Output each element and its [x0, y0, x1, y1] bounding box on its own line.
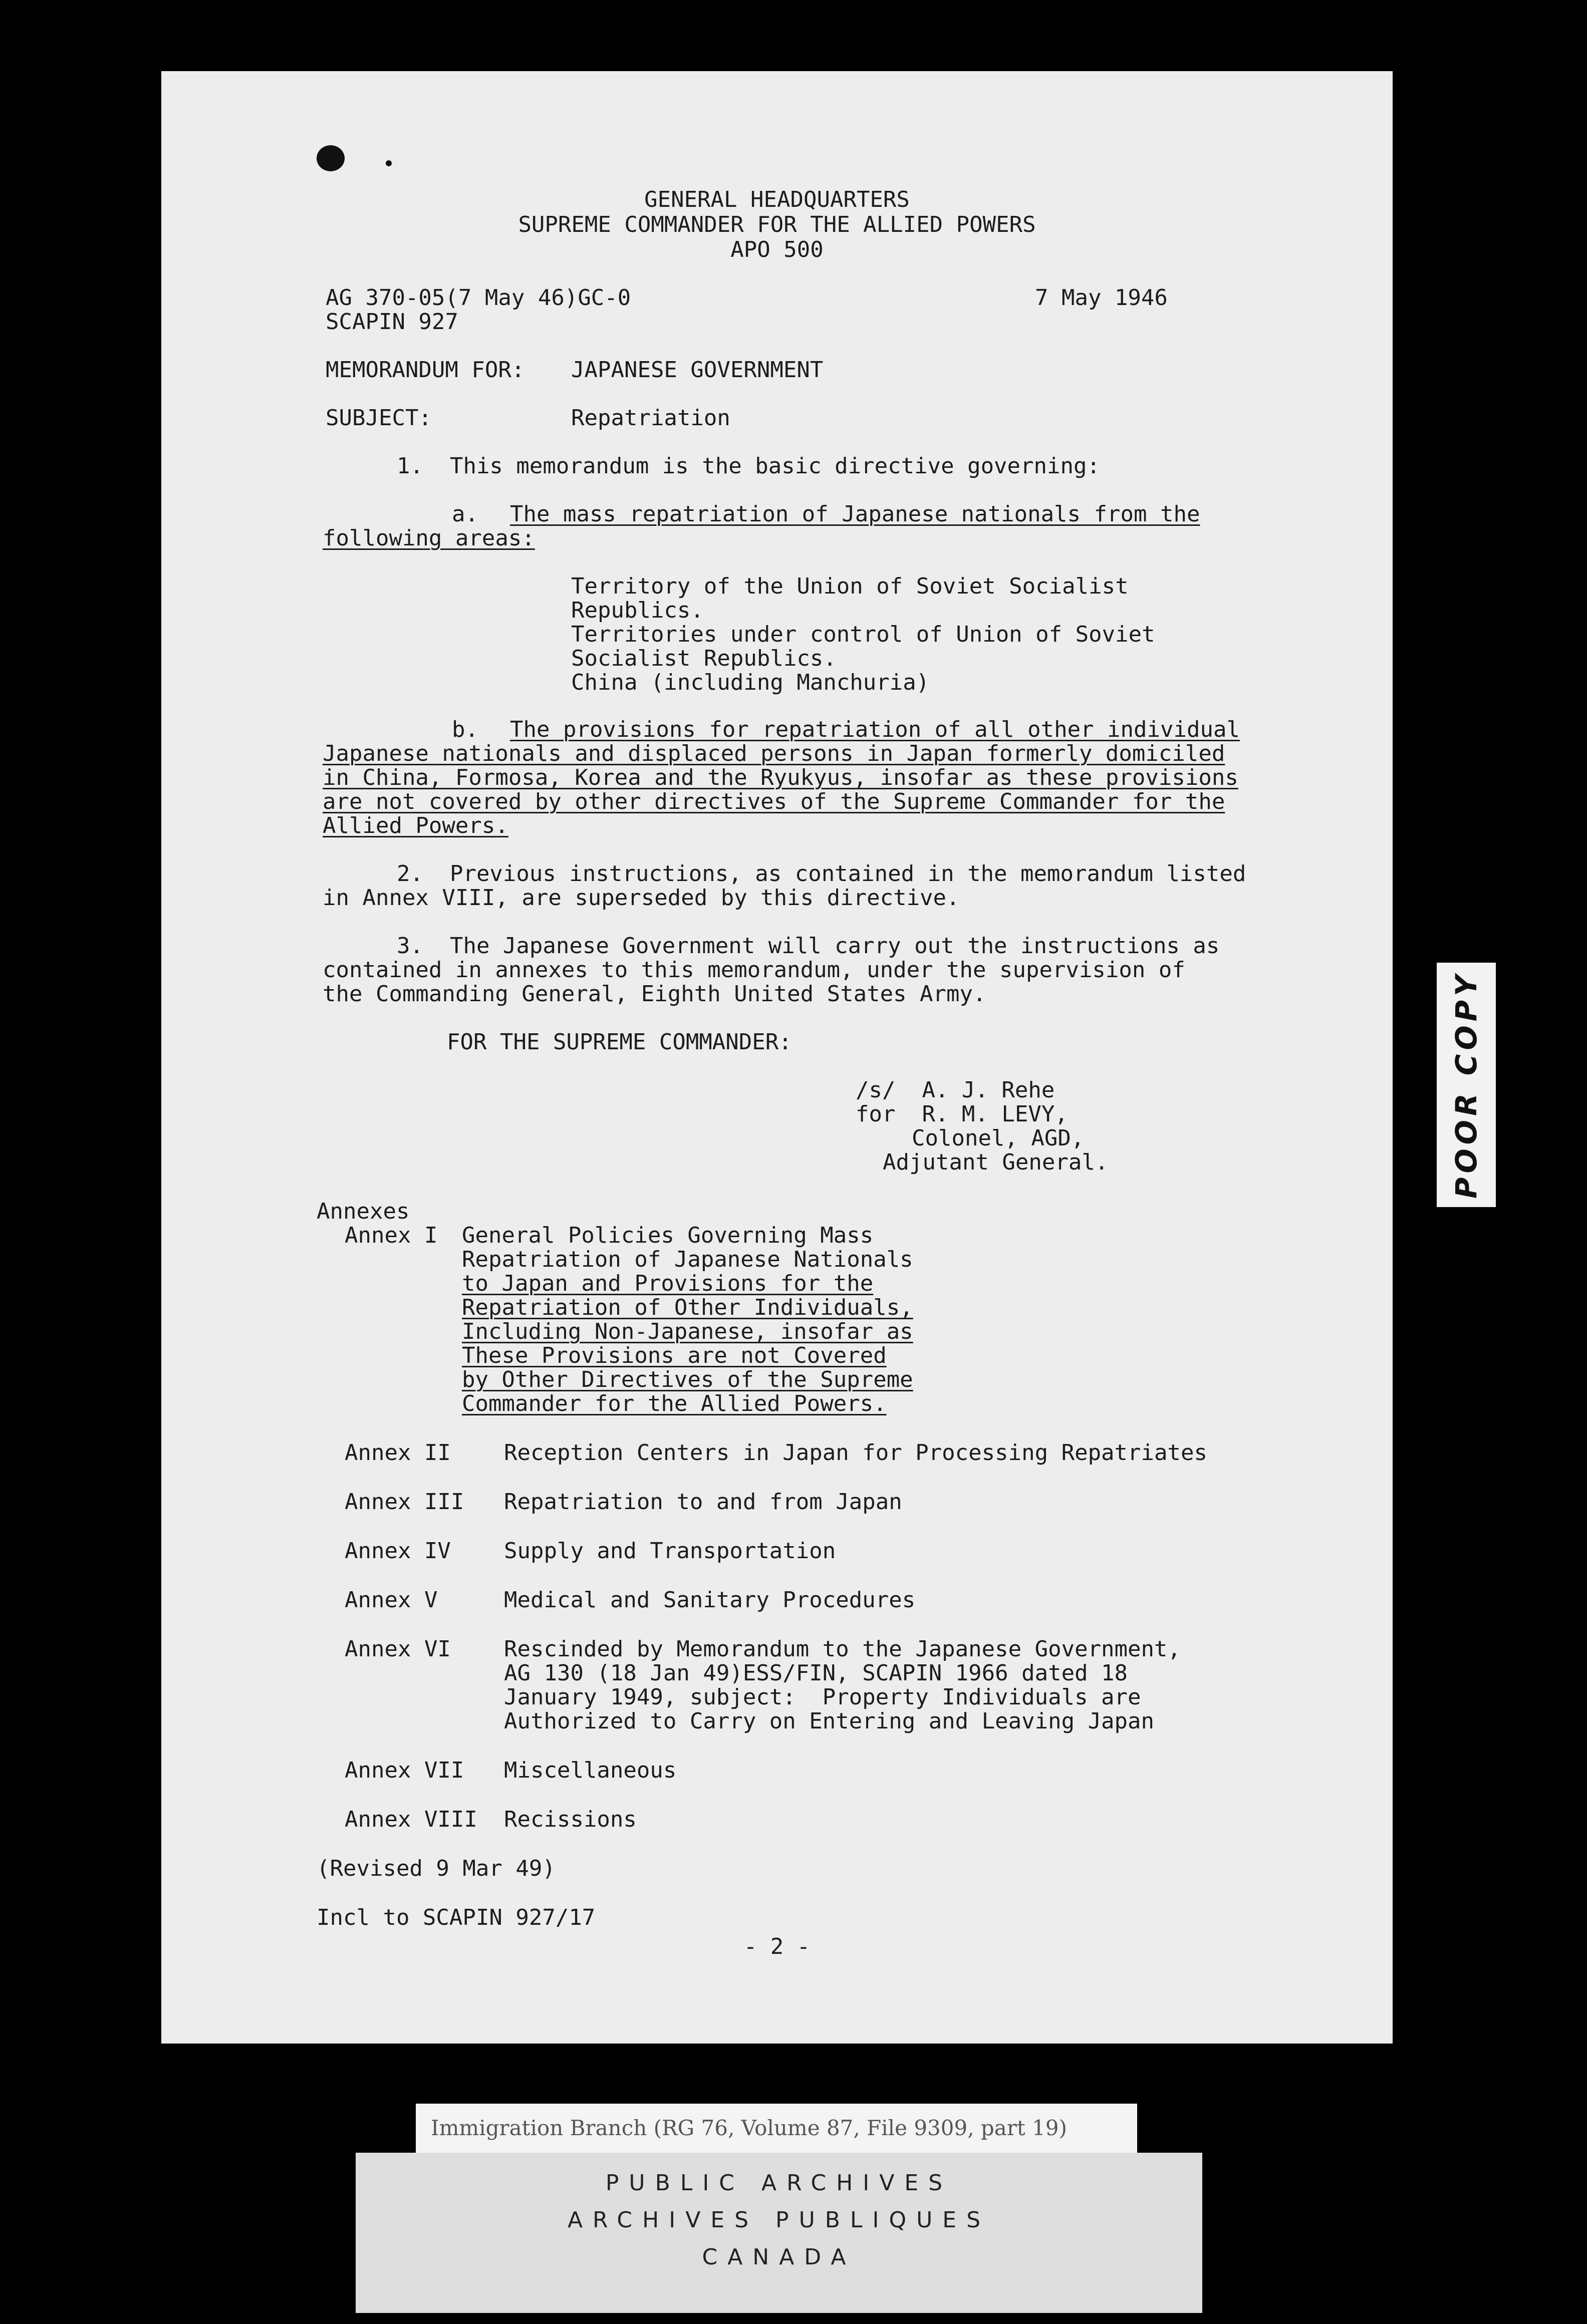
scapin-number: SCAPIN 927: [326, 309, 458, 335]
annex-8-label: Annex VIII: [345, 1807, 477, 1832]
annex-1-line: Repatriation of Japanese Nationals: [462, 1247, 913, 1272]
archives-line-2: ARCHIVES PUBLIQUES: [567, 2207, 991, 2233]
signature-line-1: /s/ A. J. Rehe: [856, 1077, 1055, 1103]
punch-hole-small: [386, 160, 392, 166]
paragraph-1a-line-2: following areas:: [323, 525, 535, 551]
annex-4-label: Annex IV: [345, 1538, 451, 1564]
public-archives-stamp: [356, 2153, 1202, 2313]
annex-3-label: Annex III: [345, 1489, 464, 1515]
signoff-line: FOR THE SUPREME COMMANDER:: [447, 1029, 792, 1055]
annex-1-line: by Other Directives of the Supreme: [462, 1367, 913, 1392]
paragraph-1b-line: in China, Formosa, Korea and the Ryukyus, insofar as these provisions: [323, 765, 1238, 790]
annex-6-line: Authorized to Carry on Entering and Leaving Japan: [504, 1708, 1155, 1734]
annex-6-line: Rescinded by Memorandum to the Japanese Government,: [504, 1636, 1181, 1662]
ag-reference: AG 370-05(7 May 46)GC-0: [326, 285, 631, 311]
document-date: 7 May 1946: [1035, 285, 1168, 311]
annex-3-title: Repatriation to and from Japan: [504, 1489, 902, 1515]
poor-copy-stamp: [1437, 963, 1496, 1207]
header-line-2: SUPREME COMMANDER FOR THE ALLIED POWERS: [518, 212, 1036, 237]
paragraph-1a-label: a.: [452, 501, 478, 527]
annex-7-title: Miscellaneous: [504, 1758, 677, 1783]
header-line-3: APO 500: [730, 237, 824, 262]
annex-2-title: Reception Centers in Japan for Processing Repatriates: [504, 1440, 1207, 1466]
page-number: - 2 -: [743, 1934, 811, 1959]
punch-hole: [317, 145, 345, 171]
annex-6-line: January 1949, subject: Property Individuals are: [504, 1684, 1141, 1710]
paragraph-3-line-2: contained in annexes to this memorandum, under the supervision of: [323, 957, 1185, 983]
memo-for-value: JAPANESE GOVERNMENT: [571, 357, 824, 383]
annex-4-title: Supply and Transportation: [504, 1538, 836, 1564]
subject-value: Repatriation: [571, 405, 730, 431]
subject-label: SUBJECT:: [326, 405, 432, 431]
document-page: [161, 71, 1393, 2044]
annex-1-line: These Provisions are not Covered: [462, 1343, 887, 1368]
paragraph-1-intro: 1. This memorandum is the basic directive governing:: [397, 453, 1100, 479]
area-line: Republics.: [571, 598, 704, 623]
annexes-heading: Annexes: [317, 1199, 410, 1224]
annex-1-line: Repatriation of Other Individuals,: [462, 1295, 913, 1320]
archives-line-1: PUBLIC ARCHIVES: [605, 2170, 953, 2196]
annex-1-line: to Japan and Provisions for the: [462, 1271, 874, 1296]
area-line: China (including Manchuria): [571, 670, 930, 695]
annex-5-label: Annex V: [345, 1587, 438, 1613]
annex-1-line: General Policies Governing Mass: [462, 1223, 874, 1248]
paragraph-3-line-3: the Commanding General, Eighth United States Army.: [323, 981, 986, 1007]
area-line: Territory of the Union of Soviet Socialist: [571, 573, 1129, 599]
annex-8-title: Recissions: [504, 1807, 637, 1832]
annex-7-label: Annex VII: [345, 1758, 464, 1783]
poor-copy-text: POOR COPY: [1449, 971, 1483, 1199]
archives-line-3: CANADA: [702, 2244, 856, 2270]
inclosure-note: Incl to SCAPIN 927/17: [317, 1905, 596, 1930]
signature-line-4: Adjutant General.: [883, 1149, 1109, 1175]
annex-1-line: Commander for the Allied Powers.: [462, 1391, 887, 1416]
annex-1-label: Annex I: [345, 1223, 438, 1248]
area-line: Socialist Republics.: [571, 646, 837, 671]
paragraph-1b-line: are not covered by other directives of the Supreme Commander for the: [323, 789, 1225, 814]
annex-5-title: Medical and Sanitary Procedures: [504, 1587, 916, 1613]
paragraph-2-line-2: in Annex VIII, are superseded by this directive.: [323, 885, 960, 911]
revised-note: (Revised 9 Mar 49): [317, 1856, 556, 1881]
paragraph-1b-line: Allied Powers.: [323, 813, 508, 838]
paragraph-2-line-1: 2. Previous instructions, as contained in the memorandum listed: [397, 861, 1246, 887]
archive-reference-label: Immigration Branch (RG 76, Volume 87, File 9309, part 19): [416, 2104, 1137, 2153]
annex-2-label: Annex II: [345, 1440, 451, 1466]
paragraph-1b-label: b.: [452, 717, 478, 742]
annex-1-line: Including Non-Japanese, insofar as: [462, 1319, 913, 1344]
paragraph-1a-line-1: The mass repatriation of Japanese nationals from the: [510, 501, 1200, 527]
paragraph-1b-line: Japanese nationals and displaced persons in Japan formerly domiciled: [323, 741, 1225, 766]
area-line: Territories under control of Union of Soviet: [571, 622, 1155, 647]
annex-6-line: AG 130 (18 Jan 49)ESS/FIN, SCAPIN 1966 dated 18: [504, 1660, 1128, 1686]
annex-6-label: Annex VI: [345, 1636, 451, 1662]
paragraph-1b-line-1: The provisions for repatriation of all other individual: [510, 717, 1240, 742]
signature-line-3: Colonel, AGD,: [912, 1125, 1085, 1151]
header-line-1: GENERAL HEADQUARTERS: [644, 187, 910, 212]
signature-line-2: for R. M. LEVY,: [856, 1101, 1068, 1127]
paragraph-3-line-1: 3. The Japanese Government will carry out the instructions as: [397, 933, 1220, 959]
memo-for-label: MEMORANDUM FOR:: [326, 357, 525, 383]
